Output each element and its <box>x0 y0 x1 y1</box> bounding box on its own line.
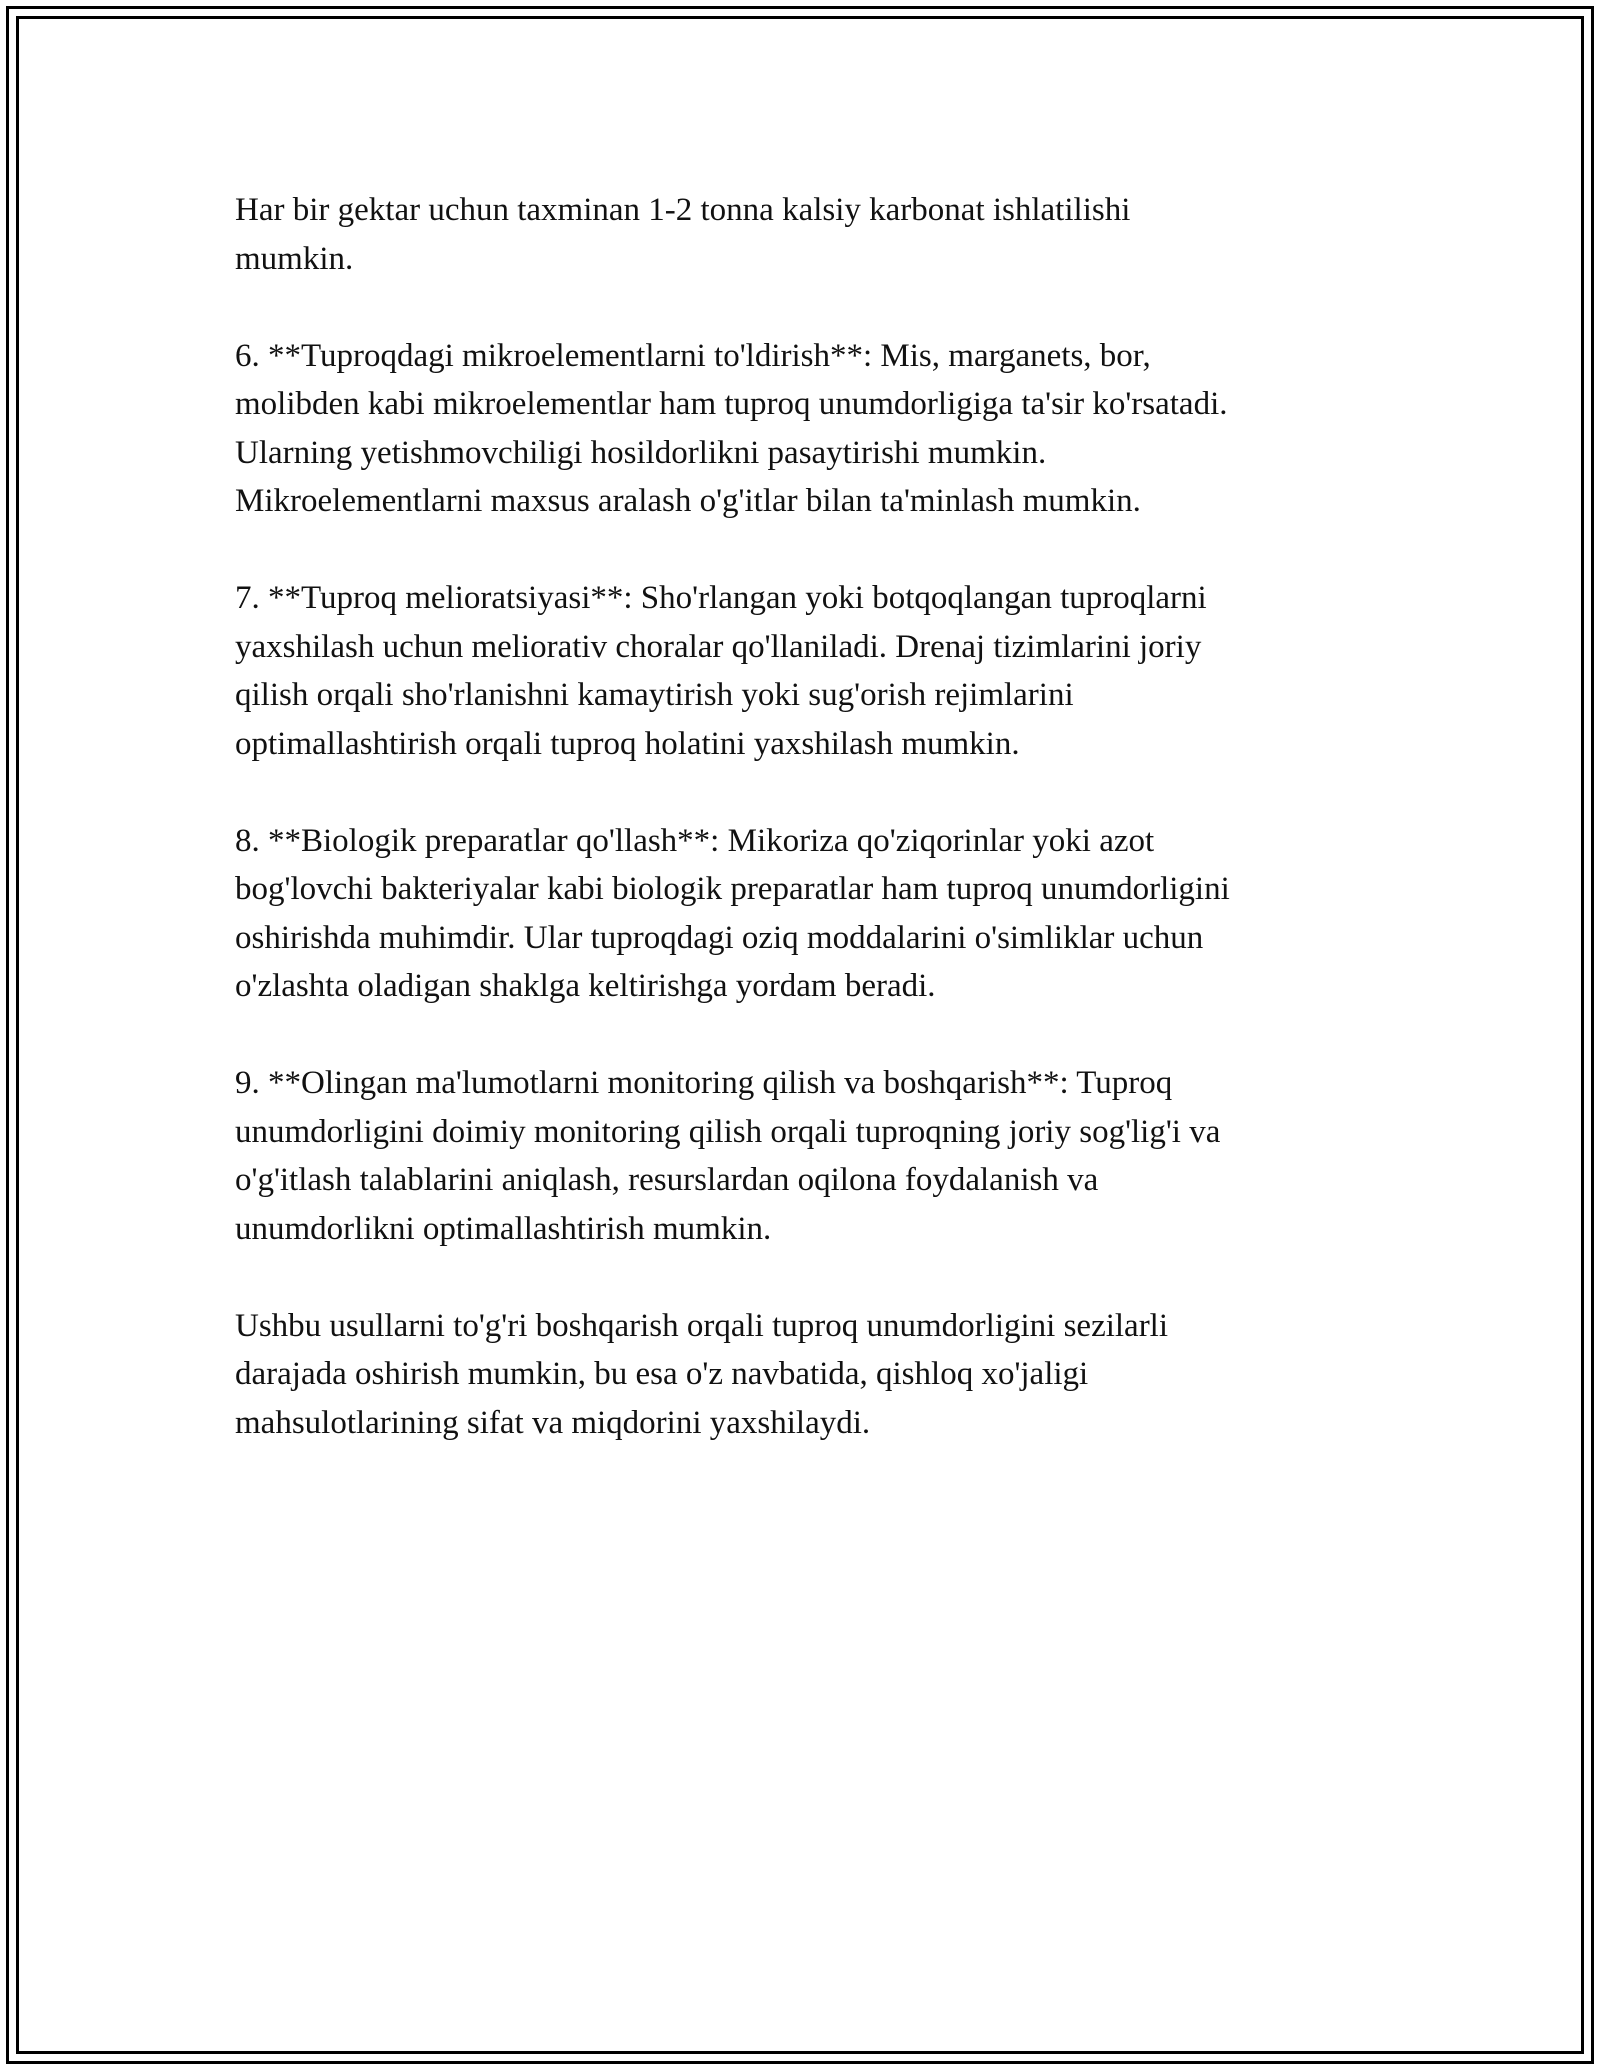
text-line: o'g'itlash talablarini aniqlash, resurslardan oqilona foydalanish va <box>235 1162 1099 1198</box>
text-line: Har bir gektar uchun taxminan 1-2 tonna kalsiy karbonat ishlatilishi <box>235 192 1131 228</box>
text-line: molibden kabi mikroelementlar ham tuproq unumdorligiga ta'sir ko'rsatadi. <box>235 386 1228 422</box>
paragraph-item-7 <box>235 574 1365 768</box>
text-line: bog'lovchi bakteriyalar kabi biologik preparatlar ham tuproq unumdorligini <box>235 871 1230 907</box>
text-line: 7. **Tuproq melioratsiyasi**: Sho'rlangan yoki botqoqlangan tuproqlarni <box>235 580 1207 616</box>
text-line: qilish orqali sho'rlanishni kamaytirish yoki sug'orish rejimlarini <box>235 677 1074 713</box>
text-line: unumdorligini doimiy monitoring qilish orqali tuproqning joriy sog'lig'i va <box>235 1113 1221 1150</box>
text-line: oshirishda muhimdir. Ular tuproqdagi oziq moddalarini o'simliklar uchun <box>235 919 1204 956</box>
text-line: 6. **Tuproqdagi mikroelementlarni to'ldirish**: Mis, marganets, bor, <box>235 337 1151 374</box>
text-line: unumdorlikni optimallashtirish mumkin. <box>235 1210 772 1247</box>
text-line: 8. **Biologik preparatlar qo'llash**: Mikoriza qo'ziqorinlar yoki azot <box>235 822 1155 859</box>
text-line: darajada oshirish mumkin, bu esa o'z navbatida, qishloq xo'jaligi <box>235 1356 1089 1392</box>
document-body <box>235 186 1365 1447</box>
text-line: mumkin. <box>235 240 354 277</box>
paragraph-item-8 <box>235 817 1365 1011</box>
text-line: mahsulotlarining sifat va miqdorini yaxshilaydi. <box>235 1404 871 1441</box>
text-line: yaxshilash uchun meliorativ choralar qo'llaniladi. Drenaj tizimlarini joriy <box>235 628 1202 665</box>
paragraph-item-9 <box>235 1059 1365 1253</box>
text-line: Ularning yetishmovchiligi hosildorlikni pasaytirishi mumkin. <box>235 434 1047 471</box>
text-line: o'zlashta oladigan shaklga keltirishga yordam beradi. <box>235 968 936 1004</box>
text-line: optimallashtirish orqali tuproq holatini yaxshilash mumkin. <box>235 725 1020 762</box>
text-line: 9. **Olingan ma'lumotlarni monitoring qilish va boshqarish**: Tuproq <box>235 1065 1173 1101</box>
paragraph-intro <box>235 186 1365 283</box>
text-line: Ushbu usullarni to'g'ri boshqarish orqali tuproq unumdorligini sezilarli <box>235 1307 1169 1344</box>
paragraph-item-6 <box>235 332 1365 526</box>
paragraph-conclusion <box>235 1302 1365 1448</box>
text-line: Mikroelementlarni maxsus aralash o'g'itlar bilan ta'minlash mumkin. <box>235 483 1141 519</box>
